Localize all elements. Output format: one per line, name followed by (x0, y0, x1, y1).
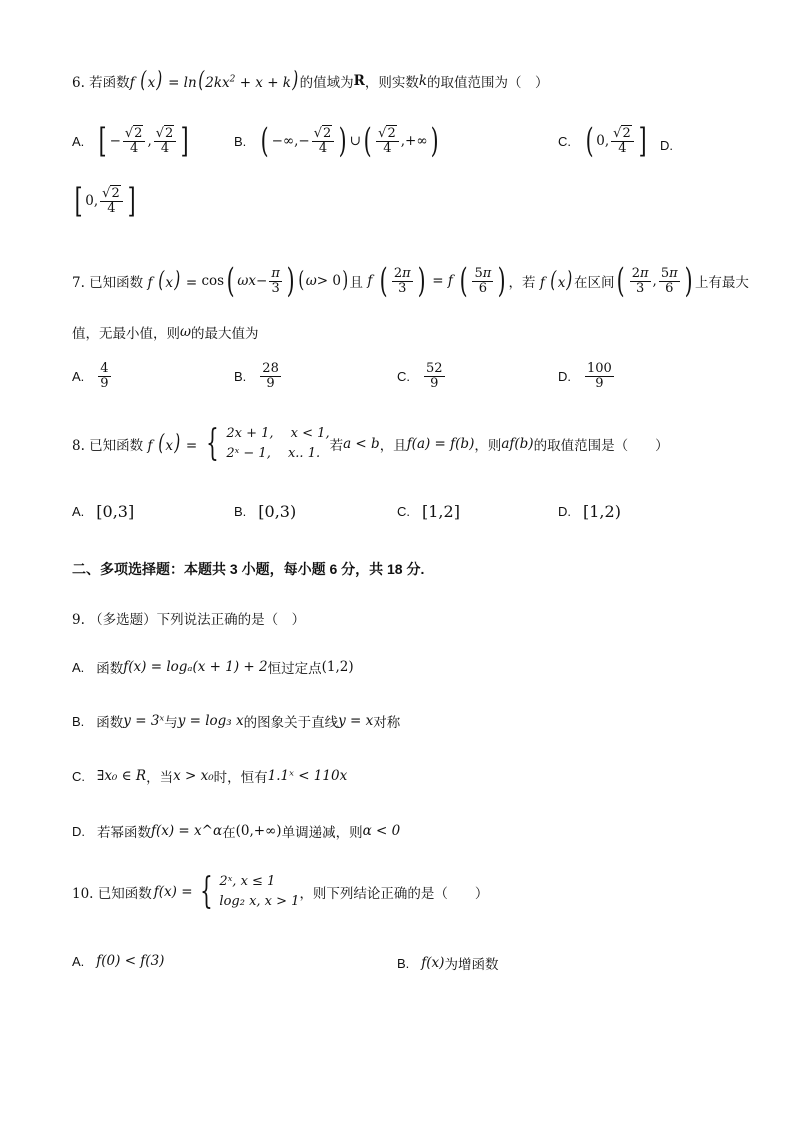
q6-real-set: R (353, 73, 365, 89)
q6-stem-end: 的取值范围为（ ） (427, 75, 549, 91)
q6-option-a[interactable]: A. [ − $\frac{√2}{4}$ , $\frac{√2}{4}$ ] (72, 121, 189, 161)
q7-interval-word: 在区间 (573, 275, 615, 291)
q8-piecewise: 2x + 1, x < 1, 2ˣ − 1, x.. 1. (226, 426, 330, 462)
q10-piecewise: 2ˣ, x ≤ 1 log₂ x, x > 1 (219, 874, 300, 910)
q8-stem: 8. 已知函数 f (x) = { 2x + 1, x < 1, 2ˣ − 1, x.. 1. 若 a < b ，且 f(a) = f(b) ，则 af(b) 的取值范围是（ ） (72, 423, 669, 465)
q7-stem: 7. 已知函数 f (x) = cos ( ωx − $\frac{\pi}{3}$ ) ( ω > 0 ) 且 f ( $\frac{2\pi}{3}$ ) = f ( $\frac{5\pi}{6}$ ) ，若 f (x) 在区间 ( $\frac{2\pi}{3}$ , $\frac{5\pi}{6}$ ) 上有最大 (72, 261, 749, 301)
q7-if: ，若 (508, 275, 536, 291)
q6-stem-prefix: 6. 若函数 (72, 75, 130, 91)
q9-stem: 9. （多选题）下列说法正确的是（ ） (72, 612, 306, 628)
q9-option-b[interactable]: B. 函数 y = 3ˣ 与 y = log₃ x 的图象关于直线 y = x 对称 (72, 713, 401, 731)
q8-option-a[interactable]: A. [0,3] (72, 502, 135, 521)
q7-and: 且 (349, 275, 364, 291)
q8-option-d[interactable]: D. [1,2) (558, 502, 621, 521)
q6-function: f $(x) = \ln(2kx^2 + x + k)$ (129, 68, 299, 93)
q6-option-d[interactable]: [ 0, $\frac{√2}{4}$ ] (74, 181, 136, 221)
q10-option-a[interactable]: A. f(0) < f(3) (72, 953, 165, 969)
q7-stem-end: 上有最大 (694, 275, 749, 291)
q9-option-a[interactable]: A. 函数 f(x) = logₐ(x + 1) + 2 恒过定点 (1,2) (72, 659, 354, 677)
q6-option-b[interactable]: B. ( − ∞ ,− $\frac{√2}{4}$ ) ∪ ( $\frac{√2}{4}$ ,+ ∞ ) (234, 121, 439, 161)
q7-option-a[interactable]: A. $\frac{4}{9}$ (72, 361, 109, 391)
q7-stem-line2: 值，无最小值，则 ω 的最大值为 (72, 324, 259, 342)
q9-option-c[interactable]: C. ∃x₀ ∈ R ，当 x > x₀ 时，恒有 1.1ˣ < 110x (72, 768, 348, 786)
q7-function: f (x) = (143, 268, 202, 293)
q8-stem-prefix: 8. 已知函数 (72, 438, 144, 455)
q6-stem-mid: 的值域为 (299, 75, 354, 91)
section-header: 二、多项选择题：本题共 3 小题，每小题 6 分，共 18 分. (72, 561, 425, 577)
q7-option-c[interactable]: C. $\frac{52}{9}$ (397, 361, 443, 391)
q6-stem (72, 70, 549, 92)
q6-k: k (418, 73, 428, 89)
q10-stem: 10. 已知函数 f(x) = { 2ˣ, x ≤ 1 log₂ x, x > 1 ，则下列结论正确的是（ ） (72, 871, 489, 913)
q7-option-b[interactable]: B. $\frac{28}{9}$ (234, 361, 279, 391)
q6-option-d-label[interactable]: D. (660, 138, 673, 153)
q6-stem-post: ，则实数 (364, 75, 419, 91)
q7-stem-prefix: 7. 已知函数 (72, 275, 144, 291)
q6-option-c[interactable]: C. ( 0, $\frac{√2}{4}$ ] (558, 121, 647, 161)
q8-option-c[interactable]: C. [1,2] (397, 502, 460, 521)
q7-option-d[interactable]: D. $\frac{100}{9}$ (558, 361, 612, 391)
q8-option-b[interactable]: B. [0,3) (234, 502, 297, 521)
q10-option-b[interactable]: B. f(x) 为增函数 (397, 955, 499, 973)
q9-option-d[interactable]: D. 若幂函数 f(x) = x^α 在 (0,+∞) 单调递减，则 α < 0 (72, 823, 401, 841)
